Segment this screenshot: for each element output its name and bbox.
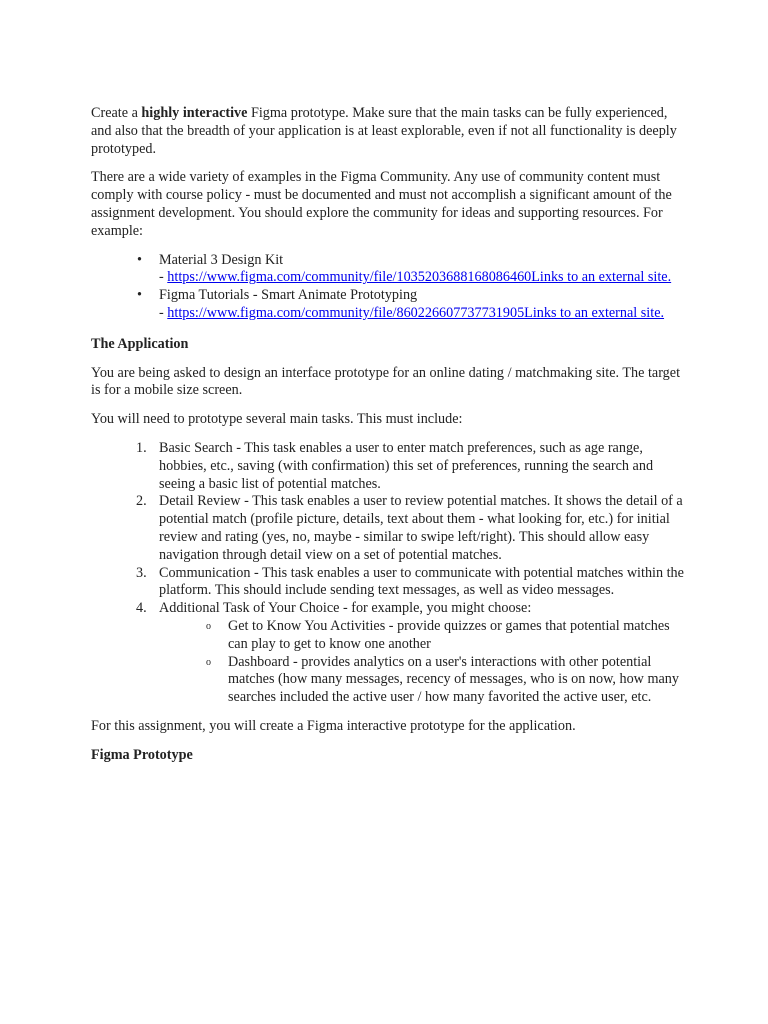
task4-options-list (159, 618, 691, 707)
task-item (136, 564, 691, 601)
figma-prototype-heading: Figma Prototype (91, 746, 193, 763)
task-number: 3. (136, 564, 147, 581)
option-text: Get to Know You Activities - provide quizzes or games that potential matches can play to get to know one another (228, 617, 670, 652)
task-number: 1. (136, 439, 147, 456)
option-item (206, 653, 691, 707)
example-link-smart-animate[interactable]: https://www.figma.com/community/file/860226607737731905Links to an external site. (167, 304, 665, 321)
example-item (137, 287, 691, 323)
example-dash: - (159, 269, 168, 286)
closing-paragraph: For this assignment, you will create a Figma interactive prototype for the application. (91, 717, 576, 734)
bullet-icon: • (137, 287, 142, 304)
example-dash: - (159, 304, 168, 321)
community-paragraph: There are a wide variety of examples in the Figma Community. Any use of community content must comply with course policy - must be documented and must not accomplish a significant amount of the assignment development. You should explore the community for ideas and supporting resources. For example: (91, 169, 672, 239)
intro-bold-emphasis: highly interactive (141, 105, 248, 121)
task-item (136, 439, 691, 493)
application-paragraph: You are being asked to design an interface prototype for an online dating / matchmaking site. The target is for a mobile size screen. (91, 364, 681, 399)
option-text: Dashboard - provides analytics on a user's interactions with other potential matches (how many messages, recency of messages, who is on now, how many searches included the active user / how many favorited the active user, etc. (228, 653, 679, 706)
task-number: 4. (136, 600, 147, 617)
example-title: Figma Tutorials - Smart Animate Prototyping (159, 287, 418, 304)
task-item (136, 600, 691, 707)
examples-list (91, 252, 691, 323)
circle-bullet-icon: o (206, 656, 211, 668)
application-heading: The Application (91, 335, 189, 352)
intro-prefix: Create a (91, 105, 142, 121)
intro-paragraph (91, 105, 691, 158)
example-title: Material 3 Design Kit (159, 251, 284, 268)
option-item (206, 617, 691, 654)
intro-suffix: Figma prototype. Make sure that the main tasks can be fully experienced, and also that the breadth of your application is at least explorable, even if not all functionality is deeply prototyped. (91, 105, 677, 157)
example-link-material3[interactable]: https://www.figma.com/community/file/1035203688168086460Links to an external site. (167, 269, 672, 286)
task-text: Communication - This task enables a user to communicate with potential matches within the platform. This should include sending text messages, as well as video messages. (159, 564, 684, 599)
example-item (137, 251, 691, 288)
task-number: 2. (136, 493, 147, 510)
task-text: Basic Search - This task enables a user to enter match preferences, such as age range, hobbies, etc., saving (with confirmation) this set of preferences, running the search and seeing a basic list of potential matches. (159, 439, 654, 492)
task-item (136, 493, 691, 564)
task-text: Additional Task of Your Choice - for example, you might choose: (159, 600, 532, 617)
circle-bullet-icon: o (206, 620, 211, 632)
tasks-intro-paragraph: You will need to prototype several main tasks. This must include: (91, 411, 463, 428)
bullet-icon: • (137, 251, 142, 268)
document-content (91, 105, 691, 776)
tasks-list (91, 440, 691, 707)
task-text: Detail Review - This task enables a user to review potential matches. It shows the detail of a potential match (profile picture, details, text about them - what looking for, etc.) for initial review and rating (yes, no, maybe - similar to swipe left/right). This should allow easy navigation through detail view on a set of potential matches. (159, 493, 683, 563)
